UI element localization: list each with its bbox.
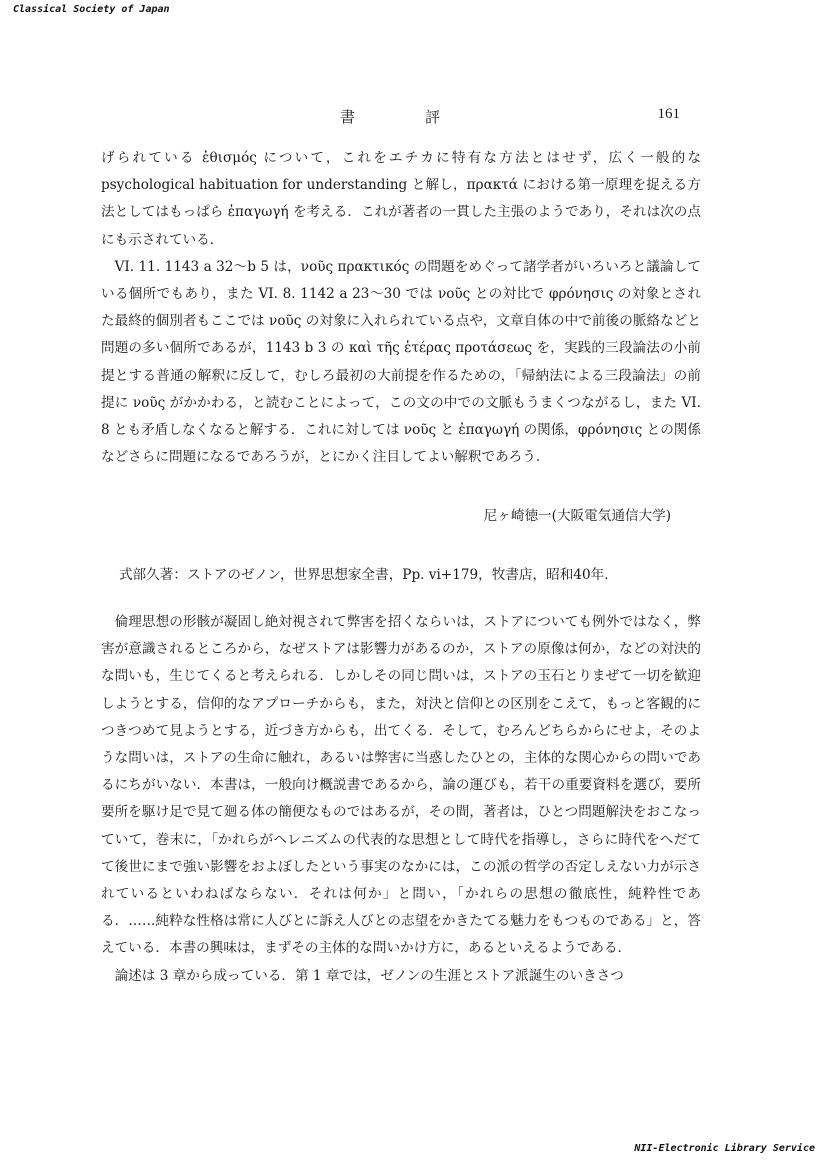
review-1-paragraph: VI. 11. 1143 a 32～b 5 は，νοῦς πρακτικός の問題をめぐって諸学者がいろいろと議論している個所でもあり，また VI. 8. 1142 a 23～30 では νοῦς との対比で φρόνησις の対象とされた最終的個別者もここでは νοῦς の対象に入れられている点や，文章自体の中で前後の脈絡などと問題の多い個所であるが，1143 b 3 の καὶ τῆς ἑτέρας προτάσεως を，実践的三段論法の小前提とする普通の解釈に反して，むしろ最初の大前提を作るための，「帰納法による三段論法」の前提に νοῦς がかかわる，と読むことによって，この文の中での文脈もうまくつながるし，また VI. 8 とも矛盾しなくなると解する．これに対しては νοῦς と ἐπαγωγή の関係，φρόνησις との関係などさらに問題になるであろうが，とにかく注目してよい解釈であろう． [101, 258, 701, 466]
bottom-watermark: NII-Electronic Library Service [634, 1143, 815, 1154]
reviewer-signature: 尼ヶ崎徳一(大阪電気通信大学) [483, 508, 671, 524]
book-heading: 式部久著：ストアのゼノン，世界思想家全書，Pp. vi+179，牧書店，昭和40年． [119, 567, 618, 583]
review-1-paragraph: げられている ἐθισμός について，これをエチカに特有な方法とはせず，広く一般的な psychological habituation for understanding と解し，πρακτά における第一原理を捉える方法としてはもっぱら ἐπαγωγή を考える．これが著者の一貫した主張のようであり，それは次の点にも示されている． [101, 150, 701, 248]
review-2-body [101, 609, 701, 990]
page-number: 161 [657, 106, 680, 122]
review-1-body [101, 145, 701, 471]
top-watermark: Classical Society of Japan [13, 4, 170, 15]
review-2-paragraph: 倫理思想の形骸が凝固し絶対視されて弊害を招くならいは，ストアについても例外ではなく，弊害が意識されるところから，なぜストアは影響力があるのか，ストアの原像は何か，などの対決的な問いも，生じてくると考えられる．しかしその同じ問いは，ストアの玉石とりまぜて一切を歓迎しようとする，信仰的なアプローチからも，また，対決と信仰との区別をこえて，もっと客観的につきつめて見ようとする，近づき方からも，出てくる．そして，むろんどちらからにせよ，そのような問いは，ストアの生命に触れ，あるいは弊害に当惑したひとの，主体的な関心からの問いであるにちがいない．本書は，一般向け概説書であるから，論の運びも，若干の重要資料を選び，要所要所を駆け足で見て廻る体の簡便なものではあるが，その間，著者は，ひとつ問題解決をおこなっていて，巻末に，「かれらがヘレニズムの代表的な思想として時代を指導し，さらに時代をへだてて後世にまで強い影響をおよぼしたという事実のなかには，この派の哲学の否定しえない力が示されているといわねばならない．それは何か」と問い，「かれらの思想の徹底性，純粋性である．……純粋な性格は常に人びとに訴え人びとの志望をかきたてる魅力をもつものである」と，答えている．本書の興味は，まずその主体的な問いかけ方に，あるといえるようである． [101, 614, 701, 957]
running-head [100, 106, 700, 128]
running-head-title: 書評 [340, 108, 511, 126]
review-2-paragraph: 論述は 3 章から成っている．第 1 章では，ゼノンの生涯とストア派誕生のいきさつ [114, 967, 624, 984]
